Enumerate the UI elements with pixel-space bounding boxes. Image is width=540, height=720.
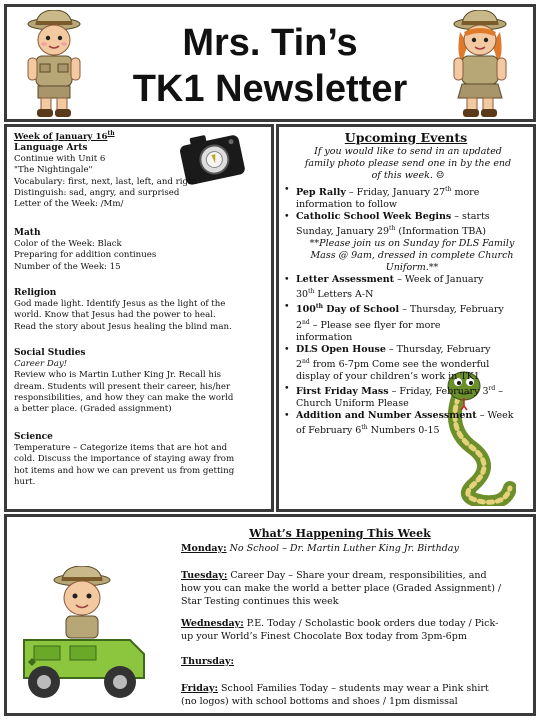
event-item: • Catholic School Week Begins – starts — [284, 211, 490, 223]
event-item-cont: Church Uniform Please — [296, 398, 409, 410]
newsletter-title-line2: TK1 Newsletter — [132, 68, 408, 110]
thursday-label: Thursday: — [181, 656, 235, 667]
intro-line: of this week. ☺ — [371, 170, 445, 181]
wednesday-label: Wednesday: — [181, 618, 244, 629]
event-item: • Letter Assessment – Week of January — [284, 274, 484, 286]
science-line: hurt. — [14, 476, 36, 487]
upcoming-events-intro — [286, 146, 530, 182]
upcoming-events-title: Upcoming Events — [344, 130, 468, 145]
event-item-cont: Sunday, January 29th (Information TBA) — [296, 225, 486, 238]
friday-entry: Friday: School Families Today – students may wear a Pink shirt (no logos) with school bottoms and shoes / 1pm dismissal — [181, 683, 489, 707]
social-studies-line: responsibilities, and how they can make the world — [14, 392, 234, 403]
religion-line: God made light. Identify Jesus as the light of the — [14, 299, 226, 310]
science-line: Temperature – Categorize items that are hot and — [14, 443, 228, 454]
week-schedule-title: What’s Happening This Week — [249, 527, 431, 540]
safari-girl-illustration — [448, 10, 512, 118]
religion-heading: Religion — [14, 288, 57, 298]
event-item: • DLS Open House – Thursday, February — [284, 343, 491, 355]
event-item: • 100th Day of School – Thursday, February — [284, 301, 504, 316]
religion-line: Read the story about Jesus healing the blind man. — [14, 321, 232, 332]
math-section — [14, 228, 156, 273]
language-arts-heading: Language Arts — [14, 143, 88, 153]
language-arts-line: Vocabulary: first, next, last, left, and right — [14, 176, 197, 187]
religion-section — [14, 288, 232, 333]
event-item: • Addition and Number Assessment – Week — [284, 410, 514, 422]
language-arts-section — [14, 143, 197, 210]
social-studies-section — [14, 348, 233, 415]
intro-line: family photo please send one in by the end — [304, 158, 512, 169]
bullet-icon: • — [284, 211, 290, 223]
bullet-icon: • — [284, 301, 290, 313]
social-studies-line: a better place. (Graded assignment) — [14, 404, 172, 415]
newsletter-title-line1: Mrs. Tin’s — [182, 22, 358, 64]
science-heading: Science — [14, 432, 53, 442]
tuesday-label: Tuesday: — [181, 570, 228, 581]
language-arts-line: Continue with Unit 6 — [14, 154, 106, 165]
science-line: cold. Discuss the importance of staying away from — [14, 454, 235, 465]
week-of-heading: Week of January 16th — [14, 130, 115, 142]
event-item: • First Friday Mass – Friday, February 3rd – — [284, 382, 504, 398]
event-note: **Please join us on Sunday for DLS Family — [309, 238, 515, 250]
event-item-cont: information — [296, 331, 353, 343]
language-arts-line: "The Nightingale" — [14, 165, 93, 176]
wednesday-entry: Wednesday: P.E. Today / Scholastic book orders due today / Pick- up your World’s Finest Chocolate Box today from 3pm-6pm — [181, 618, 499, 642]
language-arts-line: Distinguish: sad, angry, and surprised — [14, 187, 180, 198]
bullet-icon: • — [284, 274, 290, 286]
social-studies-line: dream. Students will present their career, his/her — [14, 381, 231, 392]
jeep-boy-illustration — [20, 566, 152, 706]
math-line: Color of the Week: Black — [14, 239, 122, 250]
thursday-entry — [181, 655, 531, 668]
social-studies-line: Review who is Martin Luther King Jr. Recall his — [14, 370, 222, 381]
event-item-cont: 2nd from 6-7pm Come see the wonderful — [296, 357, 490, 370]
religion-line: world. Know that Jesus had the power to heal. — [14, 310, 216, 321]
event-note: Uniform.** — [385, 262, 439, 274]
tuesday-entry: Tuesday: Career Day – Share your dream, responsibilities, and how you can make the world a better place (Graded Assignment) / Star Testing continues this week — [181, 570, 502, 607]
monday-entry: Monday: No School – Dr. Martin Luther King Jr. Birthday — [181, 543, 459, 554]
bullet-icon: • — [284, 382, 290, 394]
social-studies-subheading: Career Day! — [14, 359, 68, 370]
bullet-icon: • — [284, 410, 290, 422]
language-arts-line: Letter of the Week: /Mm/ — [14, 199, 124, 210]
event-item: • Pep Rally – Friday, January 27th more — [284, 184, 480, 199]
math-line: Preparing for addition continues — [14, 250, 157, 261]
monday-label: Monday: — [181, 543, 227, 554]
event-item-cont: 2nd – Please see flyer for more — [296, 318, 441, 331]
safari-boy-illustration — [22, 10, 86, 118]
math-heading: Math — [14, 228, 41, 238]
math-line: Number of the Week: 15 — [14, 261, 121, 272]
friday-label: Friday: — [181, 683, 219, 694]
science-section — [14, 432, 234, 488]
event-item-cont: information to follow — [296, 199, 398, 211]
bullet-icon: • — [284, 343, 290, 355]
science-line: hot items and how we can prevent us from getting — [14, 465, 235, 476]
event-item-cont: 30th Letters A-N — [296, 288, 374, 301]
event-item-cont: of February 6th Numbers 0-15 — [296, 424, 440, 437]
upcoming-events-list — [284, 184, 528, 437]
social-studies-heading: Social Studies — [14, 348, 86, 358]
bullet-icon: • — [284, 184, 290, 195]
intro-line: If you would like to send in an updated — [314, 146, 502, 157]
event-item-cont: display of your children’s work in TK1 — [296, 370, 480, 382]
event-note: Mass @ 9am, dressed in complete Church — [310, 250, 514, 262]
